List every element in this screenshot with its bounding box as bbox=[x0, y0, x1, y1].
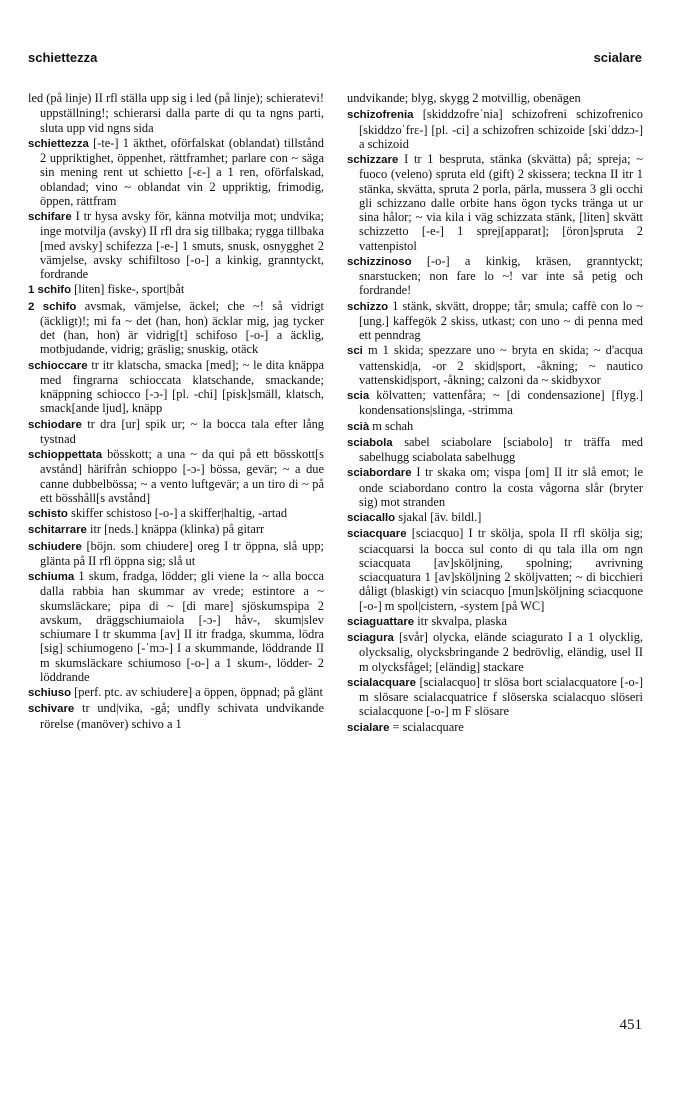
dictionary-entry bbox=[347, 388, 643, 418]
headword: scià bbox=[347, 420, 370, 433]
headword: schizzo bbox=[347, 300, 389, 313]
headword: schitarrare bbox=[28, 524, 87, 537]
dictionary-entry bbox=[28, 506, 324, 521]
headword: 1 schifo bbox=[28, 284, 72, 297]
entry-text: undvikande; blyg, skygg 2 motvillig, obenägen bbox=[347, 91, 581, 105]
headword: schizofrenia bbox=[347, 109, 414, 122]
headword: schioppettata bbox=[28, 449, 103, 461]
entry-text: = scialacquare bbox=[392, 719, 464, 734]
entry-text: tr und|vika, -gå; undfly schivata undvikande rörelse (manöver) schivo a 1 bbox=[40, 701, 324, 731]
dictionary-entry bbox=[28, 685, 324, 700]
dictionary-entry bbox=[347, 419, 643, 434]
page-number: 451 bbox=[619, 1017, 642, 1033]
headword: schiuso bbox=[28, 687, 72, 699]
dictionary-entry bbox=[28, 447, 324, 505]
dictionary-entry bbox=[28, 417, 324, 447]
entry-text: m 1 skida; spezzare uno ~ bryta en skida; ~ d'acqua vattenskid|a, -or 2 skid|sport, -åkning; ~ nautico vattenskid|sport, -åkning; calzoni da ~ skidbyxor bbox=[359, 343, 643, 387]
dictionary-entry bbox=[347, 107, 643, 151]
right-column bbox=[347, 91, 643, 736]
headword: sciagura bbox=[347, 632, 394, 644]
dictionary-entry bbox=[28, 282, 324, 297]
running-header-left: schiettezza bbox=[28, 50, 98, 65]
headword: schizzare bbox=[347, 154, 399, 166]
headword: schiodare bbox=[28, 418, 82, 431]
dictionary-entry bbox=[28, 701, 324, 731]
dictionary-entry bbox=[347, 91, 643, 106]
dictionary-entry bbox=[347, 152, 643, 253]
entry-text: kölvatten; vattenfåra; ~ [di condensazione] [flyg.] kondensations|slinga, -strimma bbox=[359, 388, 643, 418]
headword: schisto bbox=[28, 508, 68, 520]
entry-text: tr itr klatscha, smacka [med]; ~ le dita knäppa med fingrarna schioccata klatschande, smackande; knäppning schiocco [-ɔ-] [pl. -chi] [pisk]smäll, klatsch, smack[ande ljud], knäpp bbox=[40, 357, 324, 416]
entry-text: bösskott; a una ~ da qui på ett bösskott[s avstånd] härifrån schioppo [-ɔ-] bössa, gevär; ~ a due canne dubbelbössa; ~ a vento luftgevär; a un tiro di ~ på ett bösshåll[s avstånd] bbox=[40, 447, 324, 505]
entry-text: sabel sciabolare [sciabolo] tr träffa med sabelhugg sciabolata sabelhugg bbox=[359, 434, 643, 464]
dictionary-entry bbox=[28, 299, 324, 357]
entry-text: sjakal [äv. bildl.] bbox=[398, 510, 482, 524]
dictionary-entry bbox=[347, 614, 643, 629]
headword: sciabordare bbox=[347, 467, 412, 480]
dictionary-entry bbox=[347, 465, 643, 509]
entry-text: [skiddzofreˈnia] schizofreni schizofrenico [skiddzoˈfrɛ-] [pl. -ci] a schizofren schizoide [skiˈddzɔ-] a schizoid bbox=[359, 107, 643, 151]
dictionary-entry bbox=[28, 539, 324, 569]
headword: sci bbox=[347, 345, 363, 358]
entry-text: itr [neds.] knäppa (klinka) på gitarr bbox=[90, 522, 265, 537]
dictionary-entry bbox=[347, 299, 643, 343]
entry-text: itr skvalpa, plaska bbox=[417, 613, 508, 628]
entry-text: [böjn. som chiudere] oreg I tr öppna, slå upp; glänta på II rfl öppna sig; slå ut bbox=[40, 538, 324, 568]
dictionary-entry bbox=[28, 569, 324, 684]
dictionary-entry bbox=[347, 526, 643, 613]
dictionary-entry bbox=[28, 358, 324, 416]
headword: sciacquare bbox=[347, 528, 407, 541]
running-header-right: scialare bbox=[593, 50, 642, 65]
entry-text: led (på linje) II rfl ställa upp sig i led (på linje); schieratevi! uppställning!; schierarsi dalla parte di qu ta ngns parti, sluta upp vid ngns sida bbox=[28, 91, 324, 135]
headword: scialacquare bbox=[347, 676, 417, 689]
dictionary-entry bbox=[347, 720, 643, 735]
entry-text: [svår] olycka, elände sciagurato I a 1 olycklig, olycksalig, olycksbringande 2 bedrövlig, eländig, usel II m olycksfågel; [eländig] stackare bbox=[359, 630, 643, 674]
left-column bbox=[28, 91, 324, 732]
dictionary-entry bbox=[347, 510, 643, 525]
headword: sciacallo bbox=[347, 512, 396, 524]
dictionary-entry bbox=[347, 435, 643, 465]
entry-text: m schah bbox=[372, 418, 414, 433]
headword: schifare bbox=[28, 211, 72, 223]
entry-text: [scialacquo] tr slösa bort scialacquatore [-o-] m slösare scialacquatrice f slöserska scialacquo slöseri scialacquone [-o-] m F slösare bbox=[359, 674, 643, 719]
dictionary-entry bbox=[28, 209, 324, 281]
entry-text: [liten] fiske-, sport|båt bbox=[74, 282, 185, 297]
entry-text: avsmak, vämjelse, äckel; che ~! så vidrigt (äckligt)!; mi fa ~ det (han, hon) äcklar mig, jag tycker det (han, hon) är vidrig[t] schifoso [-o-] a äcklig, motbjudande, vidrig; gräslig; snuskig, otäck bbox=[40, 298, 324, 357]
headword: schiettezza bbox=[28, 137, 89, 150]
entry-text: tr dra [ur] spik ur; ~ la bocca tala efter lång tystnad bbox=[40, 416, 324, 446]
headword: schioccare bbox=[28, 359, 88, 372]
headword: 2 schifo bbox=[28, 300, 77, 313]
headword: schiudere bbox=[28, 540, 82, 553]
entry-text: skiffer schistoso [-o-] a skiffer|haltig, -artad bbox=[71, 506, 288, 520]
headword: scia bbox=[347, 390, 370, 402]
headword: schiuma bbox=[28, 571, 75, 583]
dictionary-entry bbox=[347, 254, 643, 298]
dictionary-entry bbox=[28, 91, 324, 135]
dictionary-entry bbox=[28, 522, 324, 537]
entry-text: [sciacquo] I tr skölja, spola II rfl skölja sig; sciacquarsi la bocca sul conto di qu tala illa om ngn sciacquata [av]sköljning, spolning; avrivning sciacquatura 1 [av]sköljning 2 sköljvatten; ~ di bicchieri dåligt (blaskigt) vin sciacquo [mun]sköljning sciacquone [-o-] m spol|cistern, -system [på WC] bbox=[359, 526, 643, 613]
entry-text: [-te-] 1 äkthet, oförfalskat (oblandat) tillstånd 2 uppriktighet, öppenhet, rättframhet; parlare con ~ säga sin mening rent ut schietto [-ɛ-] a 1 ren, oförfalskad, oblandad; vino ~ oblandat vin 2 uppriktig, frimodig, öppen, rättfram bbox=[40, 135, 324, 208]
entry-text: [perf. ptc. av schiudere] a öppen, öppnad; på glänt bbox=[74, 685, 323, 699]
headword: sciaguattare bbox=[347, 615, 415, 628]
headword: scialare bbox=[347, 721, 390, 734]
dictionary-entry bbox=[347, 343, 643, 387]
dictionary-entry bbox=[347, 675, 643, 719]
entry-text: 1 skum, fradga, lödder; gli viene la ~ alla bocca dalla rabbia han skummar av vrede; estintore a ~ skumsläckare; pipa di ~ [di mare] sjöskumspipa 2 avskum, dräggschiumaiola [-ɔ-] håv-, skum|slev schiumare I tr skumma [av] II itr fradga, skumma, lödra [sig] schiumogeno [-ˈmɔ-] I a skummande, löddrande II m skumsläckare schiumoso [-o-] a 1 skum-, lödder- 2 löddrande bbox=[40, 569, 324, 684]
entry-text: I tr 1 bespruta, stänka (skvätta) på; spreja; ~ fuoco (veleno) spruta eld (gift) 2 skissera; teckna II itr 1 stänka, skvätta, spruta 2 porla, pärla, mussera 3 gli occhi gli schizzano dalle orbite hans ögon tycks tränga ut ur sina hålor; ~ via kila i väg schizzata stänk, [liten] skvätt schizzetto [-e-] 1 sprej[apparat]; [öron]spruta 2 vattenpistol bbox=[359, 152, 643, 253]
headword: schizzinoso bbox=[347, 255, 412, 268]
headword: sciabola bbox=[347, 436, 393, 449]
dictionary-entry bbox=[347, 630, 643, 674]
entry-text: I tr skaka om; vispa [om] II itr slå emot; le onde sciabordano contro la costa vågorna slår (bryter sig) mot stranden bbox=[359, 465, 643, 509]
dictionary-entry bbox=[28, 136, 324, 208]
entry-text: [-o-] a kinkig, kräsen, granntyckt; snarstucken; non fare lo ~! var inte så petig och fordrande! bbox=[359, 253, 643, 298]
headword: schivare bbox=[28, 703, 75, 716]
entry-text: 1 stänk, skvätt, droppe; tår; smula; caffè con lo ~ [ung.] kaffegök 2 skiss, utkast; con uno ~ di penna med ett penndrag bbox=[359, 298, 643, 342]
entry-text: I tr hysa avsky för, känna motvilja mot; undvika; inge motvilja (avsky) II rfl dra sig tillbaka; rygga tillbaka [med avsky] schifezza [-e-] 1 smuts, snusk, osnygghet 2 vämjelse, avsky schifiltoso [-o-] a kinkig, granntyckt, fordrande bbox=[40, 209, 324, 281]
